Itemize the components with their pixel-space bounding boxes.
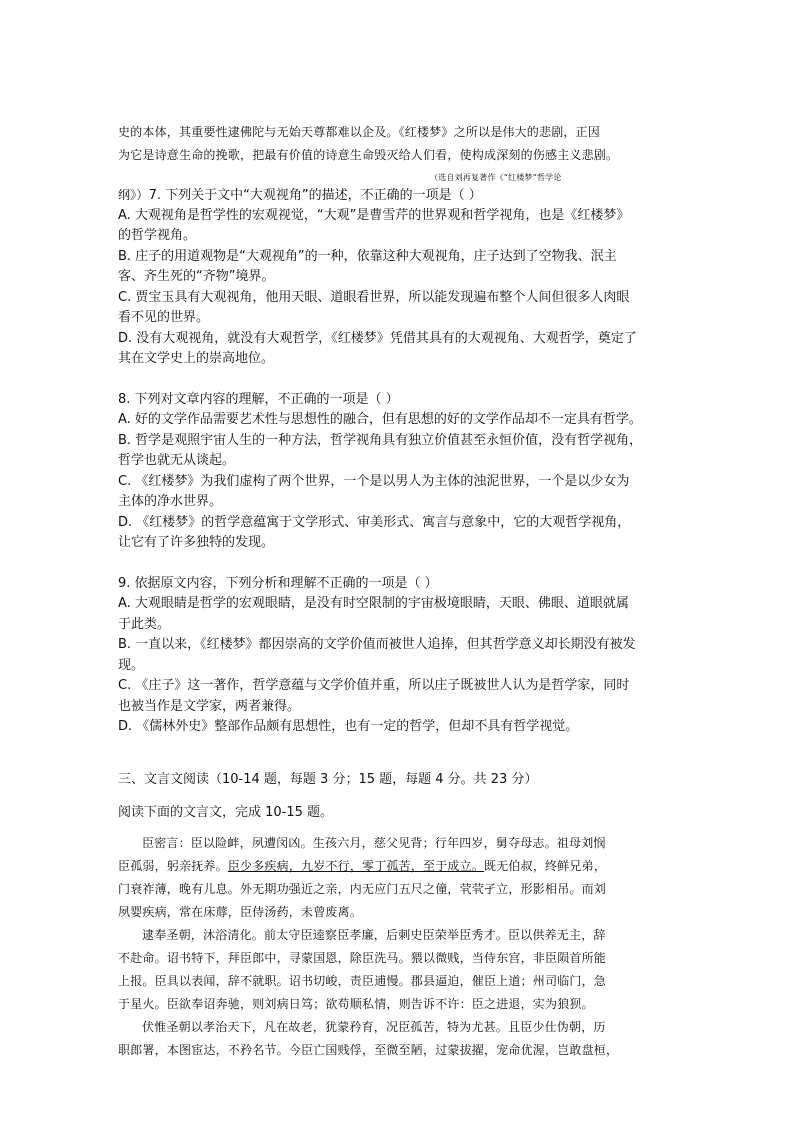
classical-fragment: 臣孤弱，躬亲抚养。 (118, 859, 228, 873)
option-line: B. 一直以来，《红楼梦》都因崇高的文学价值而被世人追捧，但其哲学意义却长期没有被发 (118, 637, 636, 652)
option-line: 哲学也就无从谈起。 (118, 453, 236, 468)
option-line: 让它有了许多独特的发现。 (118, 535, 275, 550)
option-line: C. 《红楼梦》为我们虚构了两个世界，一个是以男人为主体的浊泥世界，一个是以少女为 (118, 474, 630, 489)
classical-line: 不赴命。诏书特下，拜臣郎中，寻蒙国恩，除臣洗马。猥以微贱，当侍东宫，非臣陨首所能 (118, 951, 607, 965)
classical-fragment: 既无伯叔，终鲜兄弟， (484, 859, 607, 873)
option-line: A. 大观视角是哲学性的宏观视觉，“大观”是曹雪芹的世界观和哲学视角，也是《红楼梦》 (118, 208, 630, 223)
classical-line: 于星火。臣欲奉诏奔驰，则刘病日笃；欲苟顺私情，则告诉不许：臣之进退，实为狼狈。 (118, 997, 594, 1011)
option-line: 主体的净水世界。 (118, 494, 223, 509)
option-line: 现。 (118, 658, 145, 673)
classical-line: 逮奉圣朝，沐浴清化。前太守臣逵察臣孝廉，后刺史臣荣举臣秀才。臣以供养无主，辞 (142, 928, 606, 942)
section-instruction: 阅读下面的文言文，完成 10-15 题。 (118, 805, 334, 820)
classical-line: 臣密言：臣以险衅，夙遭闵凶。生孩六月，慈父见背；行年四岁，舅夺母志。祖母刘悯 (142, 836, 606, 850)
passage-line: 史的本体，其重要性逮佛陀与无始天尊都难以企及。《红楼梦》之所以是伟大的悲剧，正因 (118, 125, 601, 139)
option-line: C. 贾宝玉具有大观视角，他用天眼、道眼看世界，所以能发现遍布整个人间但很多人肉眼 (118, 290, 630, 305)
classical-line: 上报。臣具以表闻，辞不就职。诏书切峻，责臣逋慢。郡县逼迫，催臣上道；州司临门，急 (118, 974, 607, 988)
underlined-sentence: 臣少多疾病，九岁不行，零丁孤苦，至于成立。 (227, 859, 485, 873)
option-line: B. 庄子的用道观物是“大观视角”的一种，依靠这种大观视角，庄子达到了空物我、泯主 (118, 249, 617, 264)
option-line: D. 《红楼梦》的哲学意蕴寓于文学形式、审美形式、寓言与意象中，它的大观哲学视角， (118, 515, 631, 530)
source-citation: （选自刘再复著作《“红楼梦”哲学论 (430, 173, 562, 182)
option-line: C. 《庄子》这一著作，哲学意蕴与文学价值并重，所以庄子既被世人认为是哲学家，同时 (118, 678, 630, 693)
question-8-stem: 8. 下列对文章内容的理解，不正确的一项是（ ） (118, 392, 399, 407)
classical-line: 夙婴疾病，常在床蓐，臣侍汤药，未曾废离。 (118, 905, 363, 919)
option-line: D. 没有大观视角，就没有大观哲学，《红楼梦》凭借其具有的大观视角、大观哲学，奠定了 (118, 331, 637, 346)
classical-line: 门衰祚薄，晚有儿息。外无期功强近之亲，内无应门五尺之僮，茕茕孑立，形影相吊。而刘 (118, 882, 607, 896)
question-7-stem (118, 185, 678, 206)
option-line: B. 哲学是观照宇宙人生的一种方法，哲学视角具有独立价值甚至永恒价值，没有哲学视角， (118, 433, 643, 448)
option-line: 于此类。 (118, 617, 171, 632)
option-line: A. 好的文学作品需要艺术性与思想性的融合，但有思想的好的文学作品却不一定具有哲学。 (118, 412, 642, 427)
classical-line: 伏惟圣朝以孝治天下，凡在故老，犹蒙矜育，况臣孤苦，特为尤甚。且臣少仕伪朝，历 (142, 1020, 606, 1034)
question-7-text: 7. 下列关于文中“大观视角”的描述，不正确的一项是（ ） (148, 188, 482, 203)
option-line: D. 《儒林外史》整部作品颇有思想性，也有一定的哲学，但却不具有哲学视觉。 (118, 719, 579, 734)
citation-end: 纲》） (118, 188, 149, 202)
section-heading: 三、文言文阅读（10-14 题，每题 3 分；15 题，每题 4 分。共 23 分） (118, 772, 538, 787)
option-line: A. 大观眼睛是哲学的宏观眼睛，是没有时空限制的宇宙极境眼睛，天眼、佛眼、道眼就属 (118, 596, 629, 611)
option-line: 看不见的世界。 (118, 310, 210, 325)
option-line: 也被当作是文学家，两者兼得。 (118, 699, 301, 714)
option-line: 其在文学史上的崇高地位。 (118, 351, 275, 366)
classical-line: 职郎署，本图宦达，不矜名节。今臣亡国贱俘，至微至陋，过蒙拔擢，宠命优渥，岂敢盘桓， (118, 1043, 619, 1057)
question-9-stem: 9. 依据原文内容，下列分析和理解不正确的一项是（ ） (118, 576, 438, 591)
option-line: 客、齐生死的“齐物”境界。 (118, 269, 275, 284)
option-line: 的哲学视角。 (118, 228, 197, 243)
passage-line: 为它是诗意生命的挽歌，把最有价值的诗意生命毁灭给人们看，使构成深刻的伤感主义悲剧。 (118, 148, 619, 162)
classical-line (118, 856, 678, 876)
